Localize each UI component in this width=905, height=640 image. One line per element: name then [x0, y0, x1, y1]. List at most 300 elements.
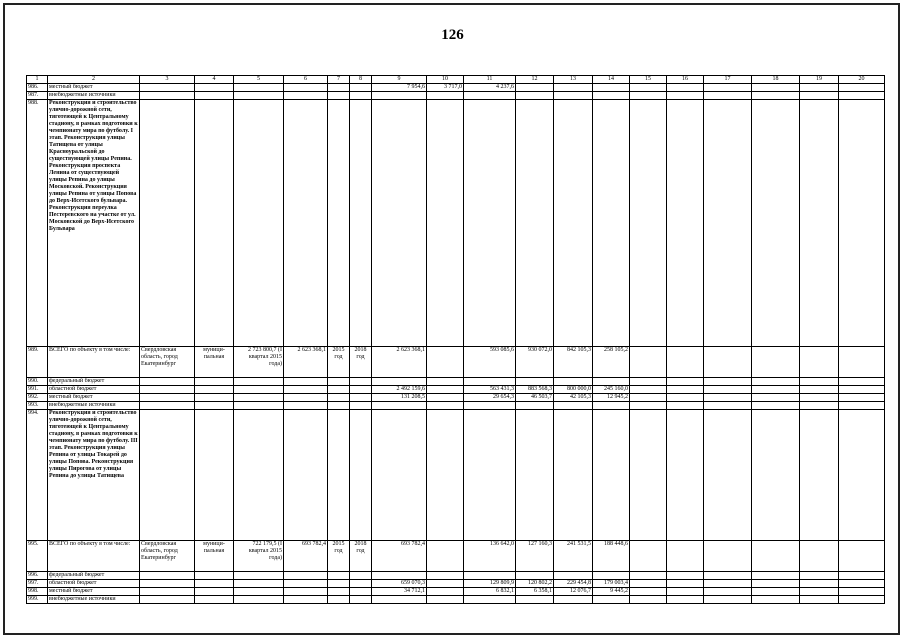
table-cell-col-3 — [140, 378, 195, 386]
table-cell-col-14: 9 445,2 — [593, 588, 630, 596]
table-cell-col-9 — [372, 100, 427, 347]
table-cell-col-1: 990. — [27, 378, 48, 386]
table-cell-col-1: 998. — [27, 588, 48, 596]
table-cell-col-7 — [328, 402, 350, 410]
table-cell-col-18 — [752, 100, 800, 347]
table-cell-col-12 — [516, 84, 554, 92]
table-cell-col-17 — [704, 410, 752, 541]
table-cell-col-7 — [328, 92, 350, 100]
table-cell-col-18 — [752, 541, 800, 572]
table-cell-col-3 — [140, 580, 195, 588]
table-cell-col-9: 2 492 159,6 — [372, 386, 427, 394]
table-cell-col-8 — [350, 386, 372, 394]
table-cell-col-5 — [234, 394, 284, 402]
table-row — [27, 410, 885, 541]
table-cell-col-9: 659 070,3 — [372, 580, 427, 588]
table-cell-col-18 — [752, 596, 800, 604]
table-cell-col-10 — [427, 588, 464, 596]
table-cell-col-13 — [554, 402, 593, 410]
table-cell-col-14: 188 448,6 — [593, 541, 630, 572]
table-row — [27, 580, 885, 588]
column-header: 1 — [27, 76, 48, 84]
table-cell-col-8 — [350, 100, 372, 347]
table-cell-col-3 — [140, 92, 195, 100]
table-cell-col-14 — [593, 84, 630, 92]
table-cell-col-4 — [195, 572, 234, 580]
column-header: 6 — [284, 76, 328, 84]
table-cell-col-7 — [328, 378, 350, 386]
table-cell-col-14 — [593, 410, 630, 541]
table-cell-col-3 — [140, 596, 195, 604]
table-cell-col-5 — [234, 572, 284, 580]
table-cell-col-13 — [554, 596, 593, 604]
table-cell-col-8: 2018 год — [350, 347, 372, 378]
table-cell-col-4 — [195, 588, 234, 596]
table-cell-col-16 — [667, 92, 704, 100]
table-cell-col-19 — [800, 347, 839, 378]
table-cell-col-14: 245 160,0 — [593, 386, 630, 394]
table-cell-col-6 — [284, 92, 328, 100]
table-cell-col-7 — [328, 596, 350, 604]
table-row — [27, 596, 885, 604]
table-cell-col-11 — [464, 410, 516, 541]
table-cell-col-14 — [593, 596, 630, 604]
table-cell-col-12 — [516, 572, 554, 580]
table-cell-col-18 — [752, 84, 800, 92]
table-cell-col-3 — [140, 572, 195, 580]
table-cell-col-15 — [630, 92, 667, 100]
table-cell-col-13 — [554, 92, 593, 100]
table-cell-col-8 — [350, 378, 372, 386]
table-cell-col-2: областной бюджет — [48, 386, 140, 394]
table-cell-col-1: 999. — [27, 596, 48, 604]
table-cell-col-1: 991. — [27, 386, 48, 394]
column-header: 2 — [48, 76, 140, 84]
table-cell-col-16 — [667, 378, 704, 386]
table-cell-col-8 — [350, 410, 372, 541]
table-cell-col-20 — [839, 410, 885, 541]
budget-table — [26, 75, 885, 604]
table-cell-col-17 — [704, 402, 752, 410]
table-cell-col-18 — [752, 588, 800, 596]
table-cell-col-20 — [839, 402, 885, 410]
table-cell-col-13: 42 105,3 — [554, 394, 593, 402]
table-cell-col-10 — [427, 580, 464, 588]
table-cell-col-19 — [800, 84, 839, 92]
column-header: 9 — [372, 76, 427, 84]
table-cell-col-16 — [667, 588, 704, 596]
table-cell-col-7 — [328, 580, 350, 588]
table-cell-col-15 — [630, 100, 667, 347]
table-cell-col-17 — [704, 347, 752, 378]
table-cell-col-16 — [667, 541, 704, 572]
table-cell-col-6 — [284, 588, 328, 596]
table-cell-col-7 — [328, 100, 350, 347]
table-cell-col-16 — [667, 596, 704, 604]
table-cell-col-18 — [752, 572, 800, 580]
table-cell-col-15 — [630, 580, 667, 588]
table-cell-col-18 — [752, 394, 800, 402]
table-cell-col-11: 6 832,1 — [464, 588, 516, 596]
table-cell-col-5 — [234, 386, 284, 394]
table-row — [27, 100, 885, 347]
table-cell-col-8 — [350, 588, 372, 596]
table-cell-col-10: 3 717,0 — [427, 84, 464, 92]
table-cell-col-16 — [667, 84, 704, 92]
table-cell-col-12 — [516, 92, 554, 100]
table-cell-col-1: 988. — [27, 100, 48, 347]
table-cell-col-5: 2 723 800,7 (I квартал 2015 года) — [234, 347, 284, 378]
table-cell-col-14 — [593, 92, 630, 100]
table-cell-col-5 — [234, 596, 284, 604]
table-cell-col-20 — [839, 588, 885, 596]
table-cell-col-19 — [800, 572, 839, 580]
table-cell-col-13 — [554, 84, 593, 92]
table-cell-col-2: ВСЕГО по объекту в том числе: — [48, 347, 140, 378]
table-cell-col-14 — [593, 378, 630, 386]
table-cell-col-18 — [752, 378, 800, 386]
table-cell-col-2: Реконструкция и строительство улично-дорожной сети, тяготеющей к Центральному стадиону, в рамках подготовки к чемпионату мира по футболу. I этап. Реконструкция улицы Татищева от улицы Красноуральской до существующей улицы Репина. Реконструкция проспекта Ленина от существующей улицы Репина до улицы Московской. Реконструкция улицы Репина от улицы Попова до Верх-Исетского бульвара. Реконструкция переулка Пестеревского на участке от ул. Московской до Верх-Исетского Бульвара — [48, 100, 140, 347]
table-cell-col-9 — [372, 572, 427, 580]
table-cell-col-1: 993. — [27, 402, 48, 410]
table-cell-col-4 — [195, 378, 234, 386]
table-cell-col-14 — [593, 572, 630, 580]
table-cell-col-16 — [667, 347, 704, 378]
column-header: 19 — [800, 76, 839, 84]
table-cell-col-13: 229 454,8 — [554, 580, 593, 588]
table-cell-col-2: ВСЕГО по объекту в том числе: — [48, 541, 140, 572]
table-cell-col-8: 2018 год — [350, 541, 372, 572]
table-cell-col-10 — [427, 402, 464, 410]
column-header: 8 — [350, 76, 372, 84]
table-cell-col-4 — [195, 410, 234, 541]
table-cell-col-20 — [839, 84, 885, 92]
column-header: 16 — [667, 76, 704, 84]
table-cell-col-7 — [328, 572, 350, 580]
table-cell-col-2: местный бюджет — [48, 84, 140, 92]
table-cell-col-12: 883 568,3 — [516, 386, 554, 394]
table-cell-col-15 — [630, 541, 667, 572]
table-cell-col-2: федеральный бюджет — [48, 378, 140, 386]
table-cell-col-17 — [704, 100, 752, 347]
table-cell-col-10 — [427, 347, 464, 378]
table-cell-col-12 — [516, 100, 554, 347]
column-header: 10 — [427, 76, 464, 84]
table-cell-col-13: 12 076,7 — [554, 588, 593, 596]
table-cell-col-4: муници-пальная — [195, 541, 234, 572]
column-header: 5 — [234, 76, 284, 84]
table-cell-col-1: 997. — [27, 580, 48, 588]
table-cell-col-17 — [704, 580, 752, 588]
table-cell-col-12 — [516, 596, 554, 604]
table-cell-col-4 — [195, 596, 234, 604]
table-cell-col-4: муници-пальная — [195, 347, 234, 378]
table-cell-col-2: федеральный бюджет — [48, 572, 140, 580]
table-cell-col-20 — [839, 347, 885, 378]
table-cell-col-2: внебюджетные источники — [48, 92, 140, 100]
table-cell-col-17 — [704, 84, 752, 92]
table-cell-col-8 — [350, 394, 372, 402]
table-cell-col-4 — [195, 402, 234, 410]
table-cell-col-19 — [800, 394, 839, 402]
table-cell-col-14: 258 105,2 — [593, 347, 630, 378]
table-cell-col-6 — [284, 394, 328, 402]
table-cell-col-7 — [328, 394, 350, 402]
table-cell-col-11 — [464, 92, 516, 100]
table-cell-col-13 — [554, 572, 593, 580]
table-cell-col-7 — [328, 588, 350, 596]
table-cell-col-10 — [427, 410, 464, 541]
table-cell-col-3 — [140, 394, 195, 402]
table-cell-col-19 — [800, 100, 839, 347]
table-cell-col-3 — [140, 100, 195, 347]
table-cell-col-7 — [328, 410, 350, 541]
table-row — [27, 386, 885, 394]
table-cell-col-12: 6 358,1 — [516, 588, 554, 596]
table-cell-col-18 — [752, 347, 800, 378]
table-cell-col-5 — [234, 84, 284, 92]
table-cell-col-14 — [593, 402, 630, 410]
table-cell-col-6 — [284, 596, 328, 604]
table-cell-col-7: 2015 год — [328, 347, 350, 378]
table-cell-col-20 — [839, 378, 885, 386]
table-cell-col-18 — [752, 386, 800, 394]
table-cell-col-11 — [464, 100, 516, 347]
table-cell-col-12 — [516, 402, 554, 410]
table-row — [27, 572, 885, 580]
table-cell-col-15 — [630, 347, 667, 378]
table-cell-col-1: 995. — [27, 541, 48, 572]
table-cell-col-13 — [554, 410, 593, 541]
table-cell-col-13: 842 105,3 — [554, 347, 593, 378]
table-cell-col-12 — [516, 378, 554, 386]
table-cell-col-2: местный бюджет — [48, 394, 140, 402]
table-cell-col-6: 2 623 368,1 — [284, 347, 328, 378]
table-cell-col-2: внебюджетные источники — [48, 402, 140, 410]
table-cell-col-19 — [800, 580, 839, 588]
table-cell-col-11: 136 642,0 — [464, 541, 516, 572]
table-cell-col-1: 996. — [27, 572, 48, 580]
column-header: 18 — [752, 76, 800, 84]
table-cell-col-9: 693 782,4 — [372, 541, 427, 572]
table-cell-col-19 — [800, 410, 839, 541]
table-cell-col-1: 994. — [27, 410, 48, 541]
table-cell-col-6 — [284, 580, 328, 588]
table-cell-col-15 — [630, 386, 667, 394]
table-cell-col-20 — [839, 572, 885, 580]
table-cell-col-19 — [800, 596, 839, 604]
column-header: 13 — [554, 76, 593, 84]
table-cell-col-16 — [667, 402, 704, 410]
table-cell-col-10 — [427, 378, 464, 386]
table-cell-col-3 — [140, 84, 195, 92]
table-cell-col-20 — [839, 92, 885, 100]
table-cell-col-18 — [752, 92, 800, 100]
table-cell-col-8 — [350, 402, 372, 410]
table-cell-col-6 — [284, 84, 328, 92]
table-cell-col-14: 12 945,2 — [593, 394, 630, 402]
table-header-row — [27, 76, 885, 84]
table-cell-col-1: 992. — [27, 394, 48, 402]
table-cell-col-11 — [464, 378, 516, 386]
table-cell-col-13 — [554, 378, 593, 386]
table-cell-col-6 — [284, 402, 328, 410]
table-cell-col-6 — [284, 572, 328, 580]
table-cell-col-4 — [195, 84, 234, 92]
table-cell-col-15 — [630, 410, 667, 541]
table-cell-col-14: 179 003,4 — [593, 580, 630, 588]
column-header: 14 — [593, 76, 630, 84]
table-cell-col-20 — [839, 386, 885, 394]
column-header: 7 — [328, 76, 350, 84]
table-cell-col-16 — [667, 410, 704, 541]
table-cell-col-7: 2015 год — [328, 541, 350, 572]
table-cell-col-9: 34 712,1 — [372, 588, 427, 596]
table-cell-col-20 — [839, 100, 885, 347]
table-cell-col-18 — [752, 580, 800, 588]
table-cell-col-7 — [328, 386, 350, 394]
column-header: 17 — [704, 76, 752, 84]
table-cell-col-11 — [464, 596, 516, 604]
table-cell-col-19 — [800, 541, 839, 572]
table-cell-col-4 — [195, 92, 234, 100]
table-cell-col-11: 4 237,6 — [464, 84, 516, 92]
table-cell-col-3 — [140, 410, 195, 541]
table-cell-col-9 — [372, 378, 427, 386]
table-cell-col-8 — [350, 596, 372, 604]
table-cell-col-4 — [195, 100, 234, 347]
table-cell-col-6 — [284, 378, 328, 386]
table-cell-col-6 — [284, 386, 328, 394]
table-cell-col-9 — [372, 92, 427, 100]
table-cell-col-8 — [350, 84, 372, 92]
table-cell-col-13: 800 000,0 — [554, 386, 593, 394]
table-cell-col-16 — [667, 394, 704, 402]
table-row — [27, 92, 885, 100]
table-cell-col-6 — [284, 410, 328, 541]
table-cell-col-13 — [554, 100, 593, 347]
table-cell-col-1: 986. — [27, 84, 48, 92]
table-cell-col-5 — [234, 580, 284, 588]
table-cell-col-10 — [427, 572, 464, 580]
table-cell-col-16 — [667, 580, 704, 588]
table-cell-col-19 — [800, 386, 839, 394]
table-cell-col-1: 987. — [27, 92, 48, 100]
table-cell-col-15 — [630, 378, 667, 386]
table-cell-col-17 — [704, 92, 752, 100]
column-header: 11 — [464, 76, 516, 84]
table-cell-col-4 — [195, 394, 234, 402]
table-cell-col-10 — [427, 541, 464, 572]
table-cell-col-16 — [667, 572, 704, 580]
table-cell-col-8 — [350, 580, 372, 588]
table-cell-col-15 — [630, 84, 667, 92]
table-cell-col-15 — [630, 402, 667, 410]
table-cell-col-17 — [704, 378, 752, 386]
table-cell-col-14 — [593, 100, 630, 347]
table-cell-col-15 — [630, 394, 667, 402]
table-cell-col-8 — [350, 92, 372, 100]
table-cell-col-9: 2 623 368,1 — [372, 347, 427, 378]
table-cell-col-17 — [704, 386, 752, 394]
table-cell-col-11: 563 431,3 — [464, 386, 516, 394]
page-number: 126 — [441, 27, 464, 43]
column-header: 15 — [630, 76, 667, 84]
table-cell-col-11: 593 085,6 — [464, 347, 516, 378]
table-cell-col-5 — [234, 402, 284, 410]
table-cell-col-1: 989. — [27, 347, 48, 378]
column-header: 20 — [839, 76, 885, 84]
table-cell-col-3: Свердловская область, город Екатеринбург — [140, 347, 195, 378]
table-cell-col-11 — [464, 402, 516, 410]
table-cell-col-12: 46 503,7 — [516, 394, 554, 402]
table-cell-col-13: 241 531,5 — [554, 541, 593, 572]
table-cell-col-18 — [752, 410, 800, 541]
table-cell-col-3 — [140, 588, 195, 596]
table-cell-col-11: 129 809,9 — [464, 580, 516, 588]
table-cell-col-2: областной бюджет — [48, 580, 140, 588]
table-cell-col-17 — [704, 572, 752, 580]
table-cell-col-5 — [234, 378, 284, 386]
table-cell-col-4 — [195, 386, 234, 394]
table-cell-col-12: 127 160,3 — [516, 541, 554, 572]
table-cell-col-17 — [704, 588, 752, 596]
table-cell-col-11: 29 654,3 — [464, 394, 516, 402]
table-row — [27, 541, 885, 572]
table-cell-col-9: 7 954,6 — [372, 84, 427, 92]
table-cell-col-9 — [372, 402, 427, 410]
table-cell-col-2: местный бюджет — [48, 588, 140, 596]
table-cell-col-15 — [630, 572, 667, 580]
table-cell-col-5 — [234, 100, 284, 347]
table-row — [27, 588, 885, 596]
table-row — [27, 394, 885, 402]
column-header: 12 — [516, 76, 554, 84]
table-cell-col-16 — [667, 100, 704, 347]
table-cell-col-18 — [752, 402, 800, 410]
table-cell-col-10 — [427, 394, 464, 402]
table-cell-col-17 — [704, 596, 752, 604]
table-cell-col-7 — [328, 84, 350, 92]
table-cell-col-20 — [839, 541, 885, 572]
table-cell-col-20 — [839, 580, 885, 588]
table-cell-col-10 — [427, 92, 464, 100]
table-cell-col-3 — [140, 402, 195, 410]
table-cell-col-2: внебюджетные источники — [48, 596, 140, 604]
table-cell-col-15 — [630, 596, 667, 604]
table-cell-col-5 — [234, 92, 284, 100]
column-header: 3 — [140, 76, 195, 84]
table-cell-col-10 — [427, 596, 464, 604]
table-cell-col-20 — [839, 394, 885, 402]
table-cell-col-9: 131 208,5 — [372, 394, 427, 402]
table-cell-col-6: 693 782,4 — [284, 541, 328, 572]
table-cell-col-5: 722 179,5 (I квартал 2015 года) — [234, 541, 284, 572]
table-cell-col-17 — [704, 394, 752, 402]
table-cell-col-19 — [800, 402, 839, 410]
table-cell-col-10 — [427, 100, 464, 347]
table-cell-col-12: 930 072,0 — [516, 347, 554, 378]
table-cell-col-4 — [195, 580, 234, 588]
table-cell-col-15 — [630, 588, 667, 596]
table-cell-col-9 — [372, 410, 427, 541]
table-row — [27, 347, 885, 378]
table-row — [27, 378, 885, 386]
column-header: 4 — [195, 76, 234, 84]
table-cell-col-6 — [284, 100, 328, 347]
table-cell-col-5 — [234, 588, 284, 596]
table-cell-col-11 — [464, 572, 516, 580]
